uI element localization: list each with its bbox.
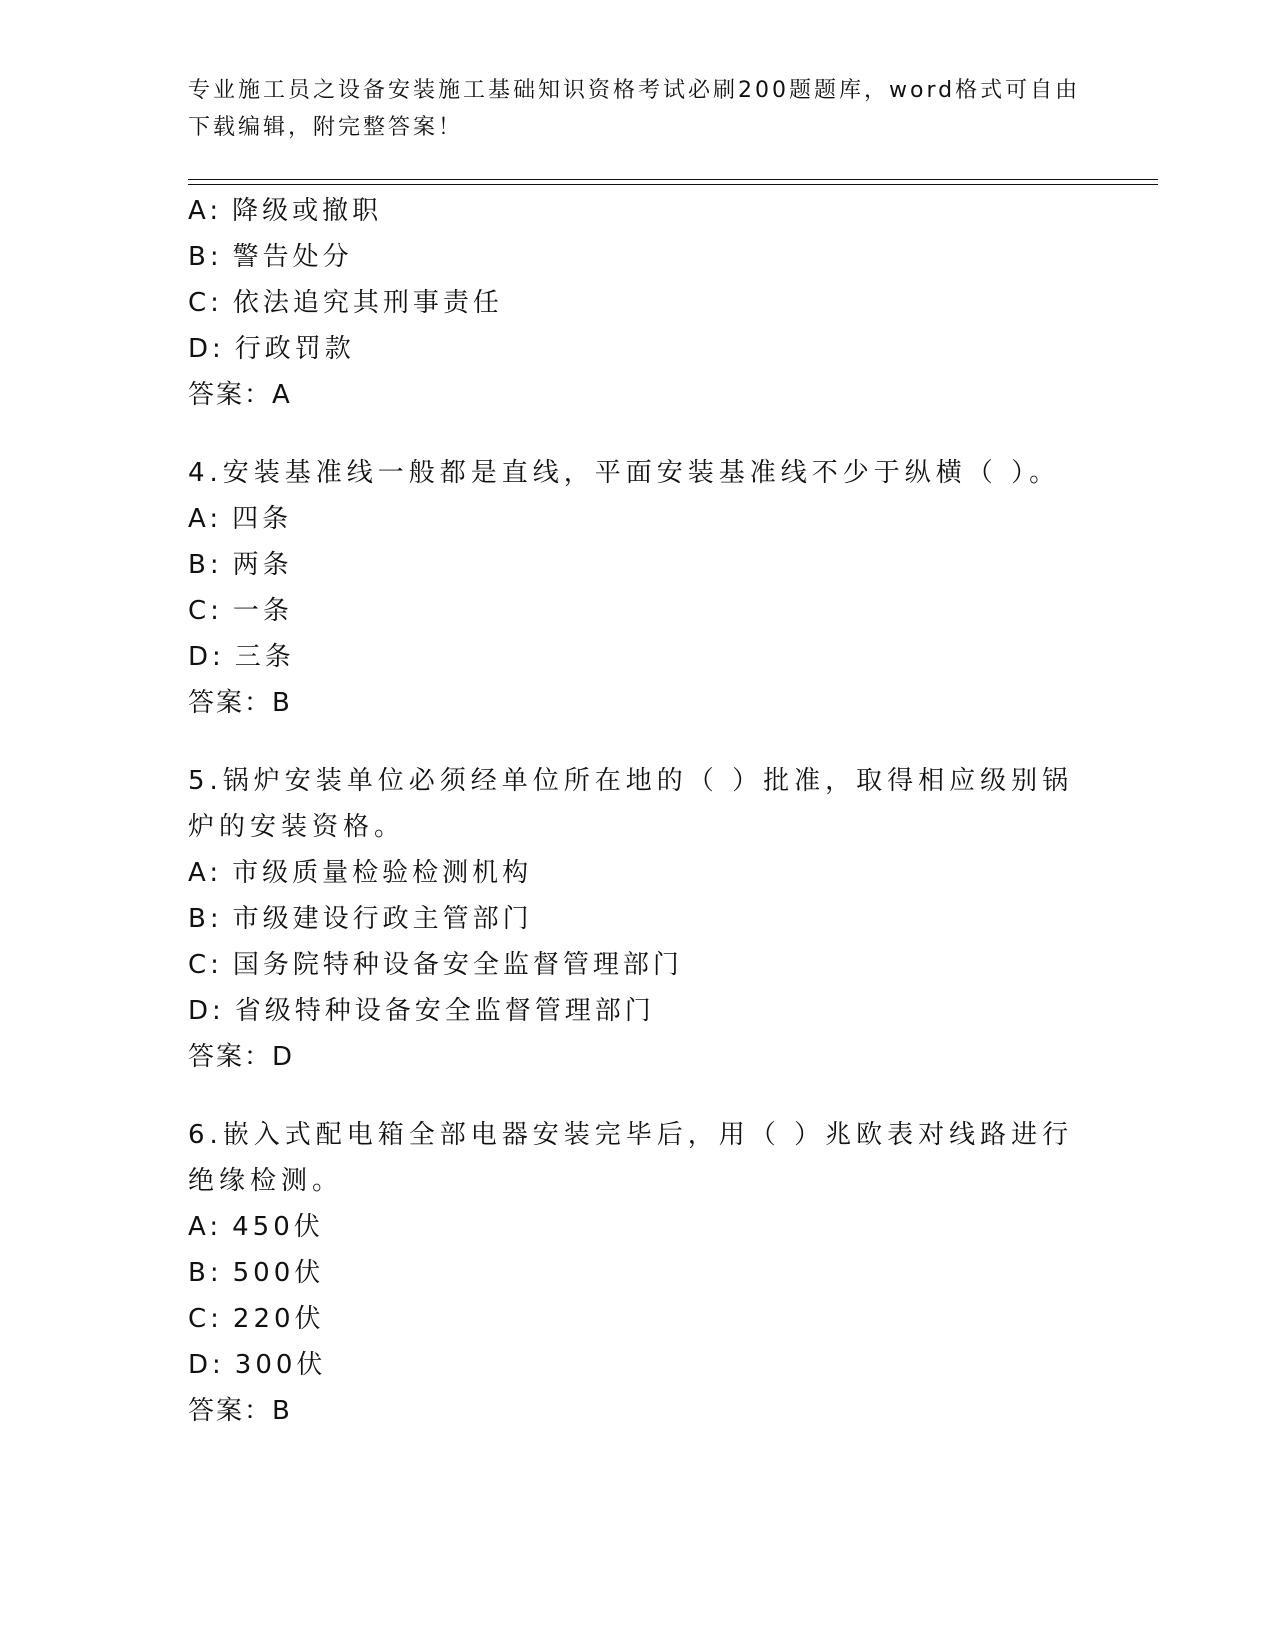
option-letter: C <box>188 950 211 980</box>
answer-value: A <box>272 380 292 410</box>
option-letter: D <box>188 1350 213 1380</box>
answer-label: 答案： <box>188 1042 273 1072</box>
option-a <box>188 1204 1148 1250</box>
option-a <box>188 188 1148 234</box>
option-d <box>188 1342 1148 1388</box>
option-text: 500伏 <box>232 1258 325 1288</box>
option-text: 降级或撤职 <box>232 196 383 226</box>
option-separator: : <box>209 550 223 580</box>
option-letter: C <box>188 1304 211 1334</box>
option-text: 两条 <box>232 550 293 580</box>
option-letter: A <box>188 196 210 226</box>
option-text: 300伏 <box>234 1350 327 1380</box>
option-letter: D <box>188 642 213 672</box>
question-5 <box>188 758 1148 1080</box>
option-c <box>188 1296 1148 1342</box>
option-b <box>188 542 1148 588</box>
answer-value: B <box>272 1396 292 1426</box>
option-separator: : <box>209 1212 223 1242</box>
option-text: 450伏 <box>232 1212 324 1242</box>
option-text: 省级特种设备安全监督管理部门 <box>234 996 655 1026</box>
option-letter: B <box>188 242 210 272</box>
option-letter: C <box>188 596 211 626</box>
option-separator: : <box>212 334 225 364</box>
option-a <box>188 850 1148 896</box>
answer-label: 答案： <box>188 380 273 410</box>
question-3 <box>188 188 1148 418</box>
question-6 <box>188 1112 1148 1434</box>
option-d <box>188 988 1148 1034</box>
option-separator: : <box>210 950 223 980</box>
question-stem: 6.嵌入式配电箱全部电器安装完毕后，用（ ）兆欧表对线路进行绝缘检测。 <box>188 1120 1074 1196</box>
option-c <box>188 588 1148 634</box>
answer-line <box>188 1388 1148 1434</box>
option-d <box>188 634 1148 680</box>
option-text: 国务院特种设备安全监督管理部门 <box>232 950 683 980</box>
option-separator: : <box>209 858 223 888</box>
header-line-1: 专业施工员之设备安装施工基础知识资格考试必刷200题题库，word格式可自由 <box>188 78 1081 103</box>
option-separator: : <box>210 1304 223 1334</box>
option-d <box>188 326 1148 372</box>
option-separator: : <box>210 596 223 626</box>
option-text: 市级建设行政主管部门 <box>232 904 533 934</box>
option-separator: : <box>212 642 225 672</box>
answer-value: D <box>272 1042 295 1072</box>
option-text: 四条 <box>232 504 293 534</box>
option-text: 220伏 <box>232 1304 325 1334</box>
option-text: 市级质量检验检测机构 <box>232 858 533 888</box>
option-text: 行政罚款 <box>234 334 355 364</box>
option-text: 依法追究其刑事责任 <box>232 288 503 318</box>
option-separator: : <box>209 504 223 534</box>
option-letter: A <box>188 858 210 888</box>
answer-line <box>188 372 1148 418</box>
option-a <box>188 496 1148 542</box>
option-b <box>188 1250 1148 1296</box>
option-letter: D <box>188 334 213 364</box>
option-separator: : <box>212 1350 225 1380</box>
option-letter: C <box>188 288 211 318</box>
answer-label: 答案： <box>188 1396 273 1426</box>
question-4 <box>188 450 1148 726</box>
question-stem: 4.安装基准线一般都是直线，平面安装基准线不少于纵横（ ）。 <box>188 458 1061 488</box>
answer-line <box>188 680 1148 726</box>
option-text: 一条 <box>232 596 293 626</box>
option-c <box>188 280 1148 326</box>
header-divider-bottom <box>188 184 1158 185</box>
document-header <box>188 72 1088 146</box>
option-separator: : <box>212 996 225 1026</box>
option-letter: D <box>188 996 213 1026</box>
option-text: 三条 <box>234 642 295 672</box>
option-separator: : <box>209 196 223 226</box>
option-b <box>188 234 1148 280</box>
answer-label: 答案： <box>188 688 273 718</box>
option-letter: B <box>188 904 210 934</box>
question-stem: 5.锅炉安装单位必须经单位所在地的（ ）批准，取得相应级别锅炉的安装资格。 <box>188 766 1074 842</box>
option-letter: A <box>188 504 210 534</box>
option-letter: B <box>188 550 210 580</box>
question-list <box>188 188 1148 1466</box>
option-separator: : <box>209 904 223 934</box>
answer-value: B <box>272 688 292 718</box>
header-line-2: 下载编辑，附完整答案！ <box>188 115 464 140</box>
option-letter: B <box>188 1258 210 1288</box>
option-separator: : <box>209 242 223 272</box>
option-text: 警告处分 <box>232 242 353 272</box>
option-c <box>188 942 1148 988</box>
option-separator: : <box>209 1258 223 1288</box>
option-b <box>188 896 1148 942</box>
header-divider-top <box>188 179 1158 180</box>
answer-line <box>188 1034 1148 1080</box>
option-letter: A <box>188 1212 210 1242</box>
option-separator: : <box>210 288 223 318</box>
